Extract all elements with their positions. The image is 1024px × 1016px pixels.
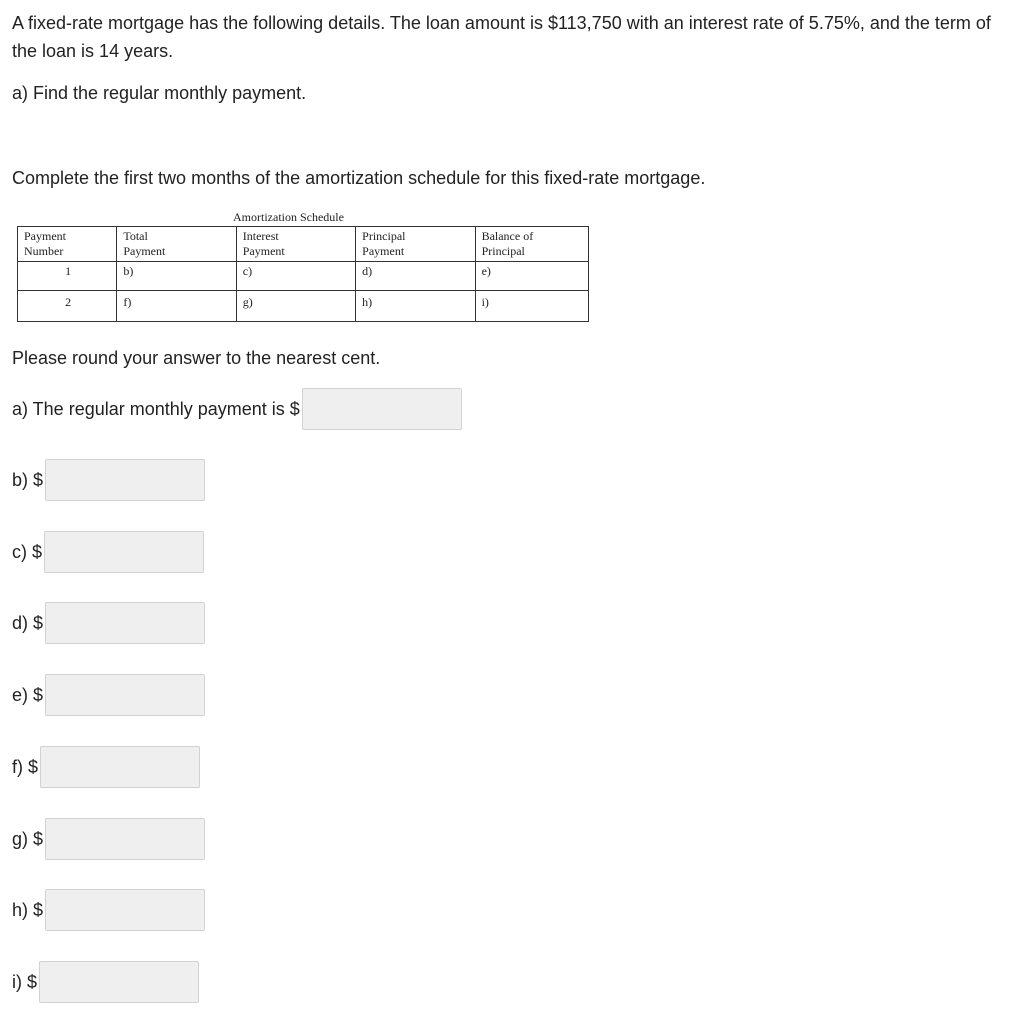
amortization-table — [17, 226, 589, 322]
table-cell: g) — [236, 291, 355, 322]
answer-label-i: i) $ — [12, 971, 38, 992]
table-cell: e) — [475, 262, 588, 291]
header-line: Total — [123, 229, 148, 243]
answer-label-g: g) $ — [12, 828, 44, 849]
answer-row-c — [12, 530, 204, 574]
table-cell: f) — [117, 291, 236, 322]
table-cell: d) — [356, 262, 475, 291]
answer-input-b[interactable] — [45, 459, 205, 501]
answer-row-h — [12, 888, 205, 932]
header-line: Payment — [123, 244, 166, 258]
answer-label-e: e) $ — [12, 684, 44, 705]
answer-row-b — [12, 458, 205, 502]
answer-row-d — [12, 601, 205, 645]
answer-label-a: a) The regular monthly payment is $ — [12, 398, 300, 419]
answer-label-b: b) $ — [12, 469, 44, 490]
header-line: Number — [24, 244, 64, 258]
answer-label-c: c) $ — [12, 541, 43, 562]
rounding-instruction: Please round your answer to the nearest cent. — [12, 348, 381, 368]
answer-label-f: f) $ — [12, 756, 39, 777]
answer-input-c[interactable] — [44, 531, 204, 573]
table-cell: 1 — [18, 262, 117, 291]
answer-input-i[interactable] — [39, 961, 199, 1003]
problem-statement: A fixed-rate mortgage has the following details. The loan amount is $113,750 with an interest rate of 5.75%, and the term of the loan is 14 years. — [12, 13, 991, 61]
answer-row-a — [12, 387, 462, 431]
answer-input-f[interactable] — [40, 746, 200, 788]
answer-row-g — [12, 817, 205, 861]
header-total-payment — [117, 227, 236, 262]
table-cell: c) — [236, 262, 355, 291]
table-row — [18, 291, 589, 322]
answer-row-f — [12, 745, 200, 789]
header-line: Balance of — [481, 229, 534, 243]
part-a-prompt: a) Find the regular monthly payment. — [12, 83, 307, 103]
table-cell: i) — [475, 291, 588, 322]
answer-row-i — [12, 960, 199, 1004]
table-row — [18, 262, 589, 291]
answer-label-h: h) $ — [12, 899, 44, 920]
table-cell: b) — [117, 262, 236, 291]
header-interest-payment — [236, 227, 355, 262]
table-header-row — [18, 227, 589, 262]
answer-input-a[interactable] — [302, 388, 462, 430]
table-cell: 2 — [18, 291, 117, 322]
header-balance-of-principal — [475, 227, 588, 262]
answer-input-g[interactable] — [45, 818, 205, 860]
header-line: Principal — [481, 244, 525, 258]
header-line: Interest — [242, 229, 279, 243]
answer-input-d[interactable] — [45, 602, 205, 644]
answer-label-d: d) $ — [12, 612, 44, 633]
answer-input-h[interactable] — [45, 889, 205, 931]
header-line: Payment — [362, 244, 405, 258]
header-principal-payment — [356, 227, 475, 262]
answer-input-e[interactable] — [45, 674, 205, 716]
header-payment-number — [18, 227, 117, 262]
schedule-prompt: Complete the first two months of the amortization schedule for this fixed-rate mortgage. — [12, 168, 706, 188]
amortization-schedule-title: Amortization Schedule — [233, 210, 344, 224]
header-line: Principal — [362, 229, 406, 243]
header-line: Payment — [242, 244, 285, 258]
table-cell: h) — [356, 291, 475, 322]
header-line: Payment — [24, 229, 66, 243]
answer-row-e — [12, 673, 205, 717]
